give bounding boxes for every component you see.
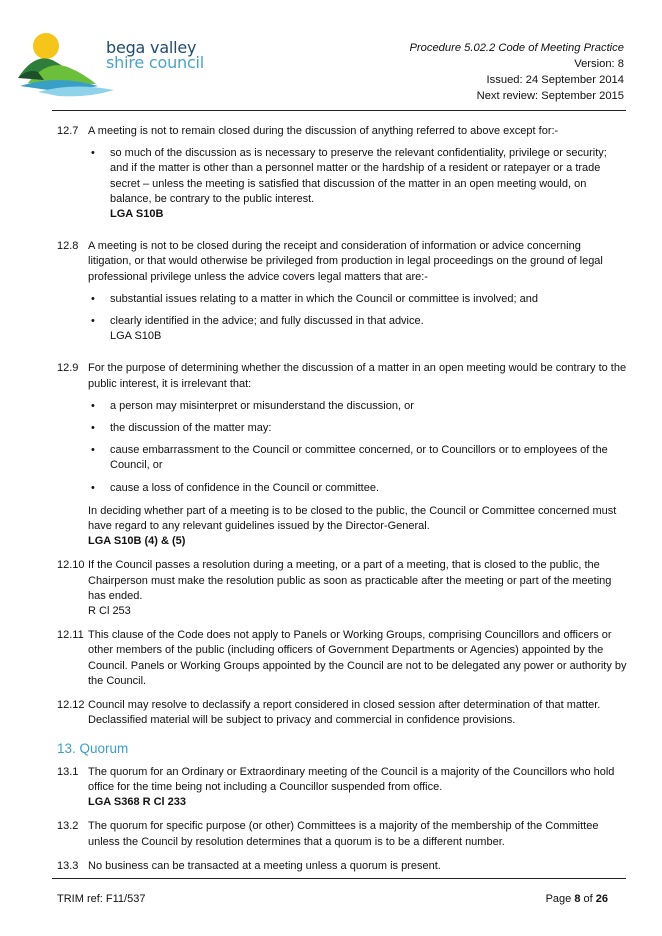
clause-12-7 bbox=[57, 124, 627, 230]
clause-number: 12.10 bbox=[57, 559, 85, 572]
logo-wordmark bbox=[106, 40, 204, 70]
page-of: of bbox=[580, 893, 596, 905]
section-heading-quorum: 13. Quorum bbox=[57, 740, 129, 756]
logo-line-2: shire council bbox=[106, 53, 205, 72]
document-body bbox=[57, 124, 627, 883]
bullet-text: clearly identified in the advice; and fully discussed in that advice. bbox=[110, 315, 424, 328]
clause-12-11 bbox=[57, 628, 627, 689]
clause-text: If the Council passes a resolution during a meeting, or a part of a meeting, that is closed to the public, the Chairperson must make the resolution public as soon as practicable after the meeting or part of the meeting has ended. bbox=[88, 559, 612, 602]
clause-text: No business can be transacted at a meeting unless a quorum is present. bbox=[88, 859, 441, 872]
clause-12-10 bbox=[57, 558, 627, 619]
clause-text: A meeting is not to remain closed during the discussion of anything referred to above except for:- bbox=[88, 125, 559, 137]
next-review-date: Next review: September 2015 bbox=[476, 90, 624, 102]
clause-13-3 bbox=[57, 859, 627, 874]
list-item: • substantial issues relating to a matter in which the Council or committee is involved; and bbox=[88, 292, 627, 307]
legal-reference: R Cl 253 bbox=[88, 605, 131, 618]
bullet-text: so much of the discussion as is necessary to preserve the relevant confidentiality, privilege or security; and if the matter is other than a personnel matter or the hardship of a resident or ratepayer or a trade secret – unless the meeting is satisfied that discussion of the matter in an open meeting would, on balance, be contrary to the public interest. bbox=[110, 147, 607, 205]
legal-reference: LGA S10B (4) & (5) bbox=[88, 535, 186, 548]
trim-reference: TRIM ref: F11/537 bbox=[57, 893, 146, 905]
clause-text: For the purpose of determining whether the discussion of a matter in an open meeting would be contrary to the public interest, it is irrelevant that: bbox=[88, 362, 627, 390]
list-item: • cause embarrassment to the Council or committee concerned, or to Councillors or to employees of the Council, or bbox=[88, 443, 627, 473]
clause-paragraph: In deciding whether part of a meeting is to be closed to the public, the Council or Committee concerned must have regard to any relevant guidelines issued by the Director-General. bbox=[88, 504, 617, 533]
page-current: 8 bbox=[574, 893, 581, 905]
bullet-list bbox=[88, 292, 627, 345]
page-total: 26 bbox=[595, 893, 608, 905]
clause-12-9 bbox=[57, 361, 627, 549]
clause-text: The quorum for an Ordinary or Extraordinary meeting of the Council is a majority of the Councillors who hold office for the time being not including a Councillor suspended from office. bbox=[88, 765, 615, 793]
version-label: Version: 8 bbox=[574, 58, 624, 70]
clause-number: 13.1 bbox=[57, 765, 79, 778]
clause-text: Council may resolve to declassify a report considered in closed session after determination of that matter. Declassified material will be subject to privacy and commercial in confidence provisions. bbox=[88, 699, 601, 727]
legal-reference: LGA S10B bbox=[110, 330, 162, 343]
council-logo bbox=[18, 28, 238, 100]
clause-text: A meeting is not to be closed during the receipt and consideration of information or advice concerning litigation, or that would otherwise be privileged from production in legal proceedings on the ground of legal professional privilege unless the advice covers legal matters that are:- bbox=[88, 240, 603, 283]
clause-text: The quorum for specific purpose (or other) Committees is a majority of the membership of the Committee unless the Council by resolution determines that a quorum is to be a different number. bbox=[88, 820, 599, 848]
page-prefix: Page bbox=[545, 893, 575, 905]
hills-logo-icon bbox=[18, 28, 118, 100]
procedure-title: Procedure 5.02.2 Code of Meeting Practice bbox=[409, 42, 624, 54]
clause-number: 12.9 bbox=[57, 362, 79, 375]
clause-number: 13.3 bbox=[57, 859, 79, 872]
header-divider bbox=[52, 110, 626, 111]
issued-date: Issued: 24 September 2014 bbox=[486, 74, 624, 86]
clause-number: 12.7 bbox=[57, 125, 79, 137]
clause-text: This clause of the Code does not apply to Panels or Working Groups, comprising Councillors and officers or other members of the public (including officers of Government Departments or Agencies) appointed by the Council. Panels or Working Groups appointed by the Council are not to be delegated any power or authority by the Council. bbox=[88, 629, 627, 687]
list-item bbox=[88, 314, 627, 344]
legal-reference: LGA S368 R Cl 233 bbox=[88, 796, 187, 809]
clause-13-1 bbox=[57, 765, 627, 811]
legal-reference: LGA S10B bbox=[110, 208, 164, 221]
clause-number: 13.2 bbox=[57, 820, 79, 833]
list-item bbox=[88, 146, 627, 222]
page-number bbox=[546, 893, 608, 905]
list-item: • the discussion of the matter may: bbox=[88, 421, 627, 436]
bullet-list bbox=[88, 399, 627, 496]
clause-13-2 bbox=[57, 819, 627, 849]
bullet-list bbox=[88, 146, 627, 222]
clause-number: 12.8 bbox=[57, 240, 79, 253]
list-item: • a person may misinterpret or misunderstand the discussion, or bbox=[88, 399, 627, 414]
clause-12-8 bbox=[57, 239, 627, 352]
clause-12-12 bbox=[57, 698, 627, 728]
list-item: • cause a loss of confidence in the Council or committee. bbox=[88, 481, 627, 496]
document-header-info bbox=[409, 40, 624, 104]
logo-line-1: bega valley bbox=[106, 38, 197, 57]
clause-number: 12.12 bbox=[57, 699, 85, 712]
clause-number: 12.11 bbox=[57, 629, 84, 642]
footer-divider bbox=[52, 878, 626, 879]
